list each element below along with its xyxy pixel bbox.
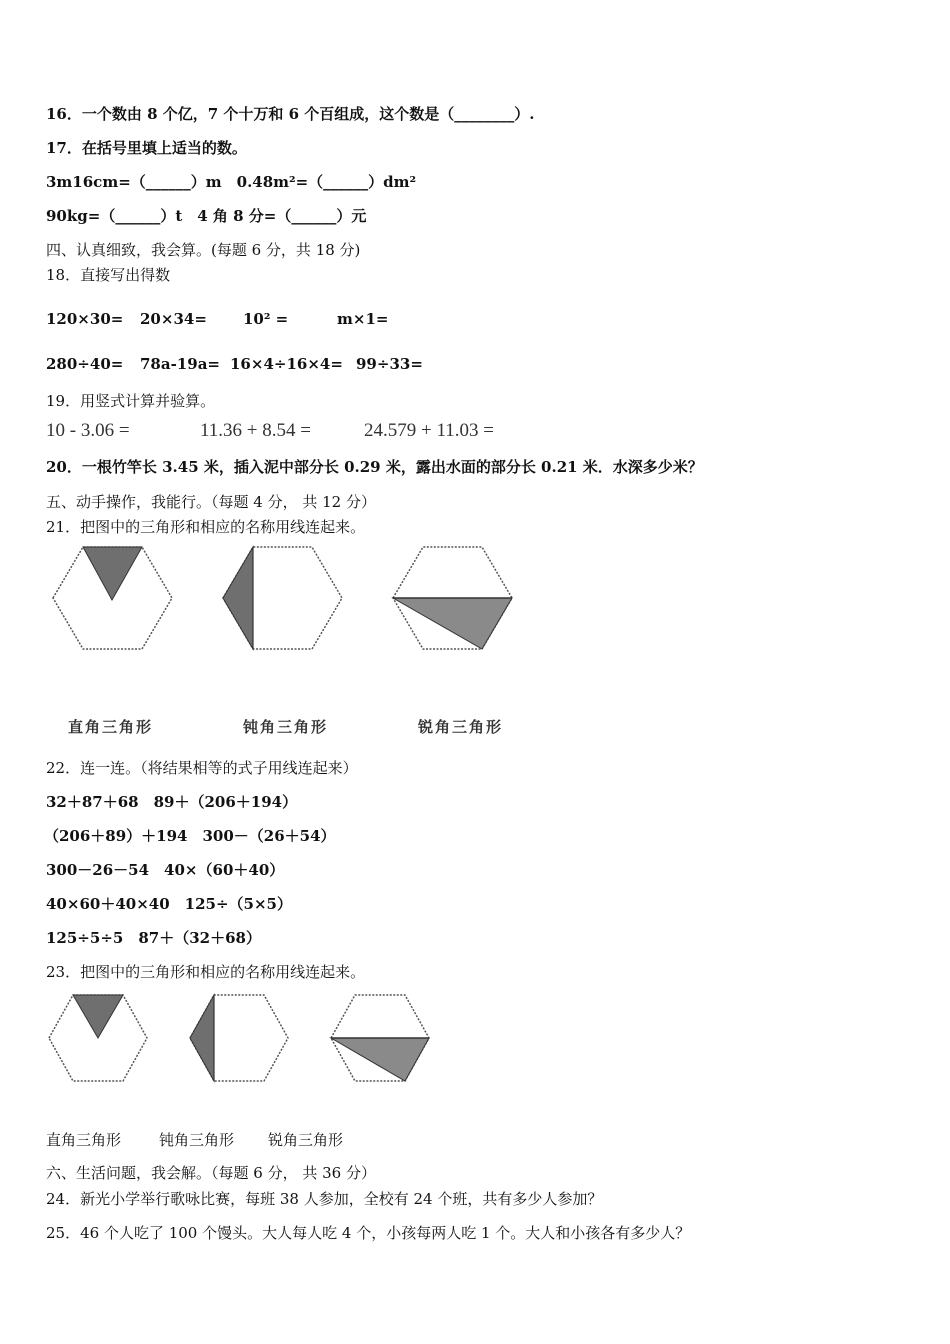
match-expression-row: 125÷5÷5 87＋（32＋68） <box>46 929 261 947</box>
question-19-title: 19．用竖式计算并验算。 <box>46 392 216 410</box>
triangle-name-label: 直角三角形 <box>68 718 154 736</box>
vertical-calc-item: 10 - 3.06 = <box>46 420 130 441</box>
question-22-title: 22．连一连。（将结果相等的式子用线连起来） <box>46 759 358 777</box>
question-21-title: 21．把图中的三角形和相应的名称用线连起来。 <box>46 518 366 536</box>
question-17-title: 17．在括号里填上适当的数。 <box>46 139 247 157</box>
calc-item: 120×30= <box>46 310 124 328</box>
vertical-calc-item: 11.36 + 8.54 = <box>200 420 311 441</box>
question-16: 16．一个数由 8 个亿，7 个十万和 6 个百组成，这个数是（________）. <box>46 105 535 123</box>
match-expression-row: 40×60＋40×40 125÷（5×5） <box>46 895 292 913</box>
triangle-name-label: 锐角三角形 <box>418 718 504 736</box>
hexagon-figure-obtuse-triangle <box>187 992 291 1084</box>
section-4-heading: 四、认真细致，我会算。(每题 6 分，共 18 分) <box>46 241 361 259</box>
triangle-name-label: 钝角三角形 <box>159 1131 235 1149</box>
calc-item: 16×4÷16×4= <box>230 355 343 373</box>
hexagon-figure-obtuse-triangle <box>220 544 345 652</box>
calc-item: 280÷40= <box>46 355 124 373</box>
hexagon-figure-acute-triangle <box>328 992 432 1084</box>
calc-item: 78a-19a= <box>140 355 220 373</box>
triangle-name-label: 直角三角形 <box>46 1131 122 1149</box>
question-24: 24．新光小学举行歌咏比赛，每班 38 人参加，全校有 24 个班，共有多少人参加？ <box>46 1190 603 1208</box>
question-20: 20．一根竹竿长 3.45 米，插入泥中部分长 0.29 米，露出水面的部分长 0.21 米．水深多少米？ <box>46 458 703 476</box>
question-17-line-2: 90kg=（______）t 4 角 8 分=（______）元 <box>46 207 367 225</box>
calc-item: 99÷33= <box>356 355 423 373</box>
section-6-heading: 六、生活问题，我会解。（每题 6 分， 共 36 分） <box>46 1164 376 1182</box>
triangle-name-label: 钝角三角形 <box>243 718 329 736</box>
match-expression-row: 32＋87＋68 89＋（206＋194） <box>46 793 298 811</box>
calc-item: 20×34= <box>140 310 207 328</box>
calc-item: 10² = <box>243 310 289 328</box>
section-5-heading: 五、动手操作，我能行。（每题 4 分， 共 12 分） <box>46 493 376 511</box>
question-18-title: 18．直接写出得数 <box>46 266 171 284</box>
question-25: 25．46 个人吃了 100 个馒头。大人每人吃 4 个，小孩每两人吃 1 个。大人和小孩各有多少人？ <box>46 1224 691 1242</box>
hexagon-figure-right-triangle <box>46 992 150 1084</box>
question-23-title: 23．把图中的三角形和相应的名称用线连起来。 <box>46 963 366 981</box>
triangle-name-label: 锐角三角形 <box>268 1131 344 1149</box>
hexagon-figure-right-triangle <box>50 544 175 652</box>
calc-item: m×1= <box>337 310 389 328</box>
match-expression-row: （206＋89）＋194 300－（26＋54） <box>44 827 336 845</box>
match-expression-row: 300－26－54 40×（60＋40） <box>46 861 285 879</box>
hexagon-figure-acute-triangle <box>390 544 515 652</box>
vertical-calc-item: 24.579 + 11.03 = <box>364 420 494 441</box>
question-17-line-1: 3m16cm=（______）m 0.48m²=（______）dm² <box>46 173 417 191</box>
